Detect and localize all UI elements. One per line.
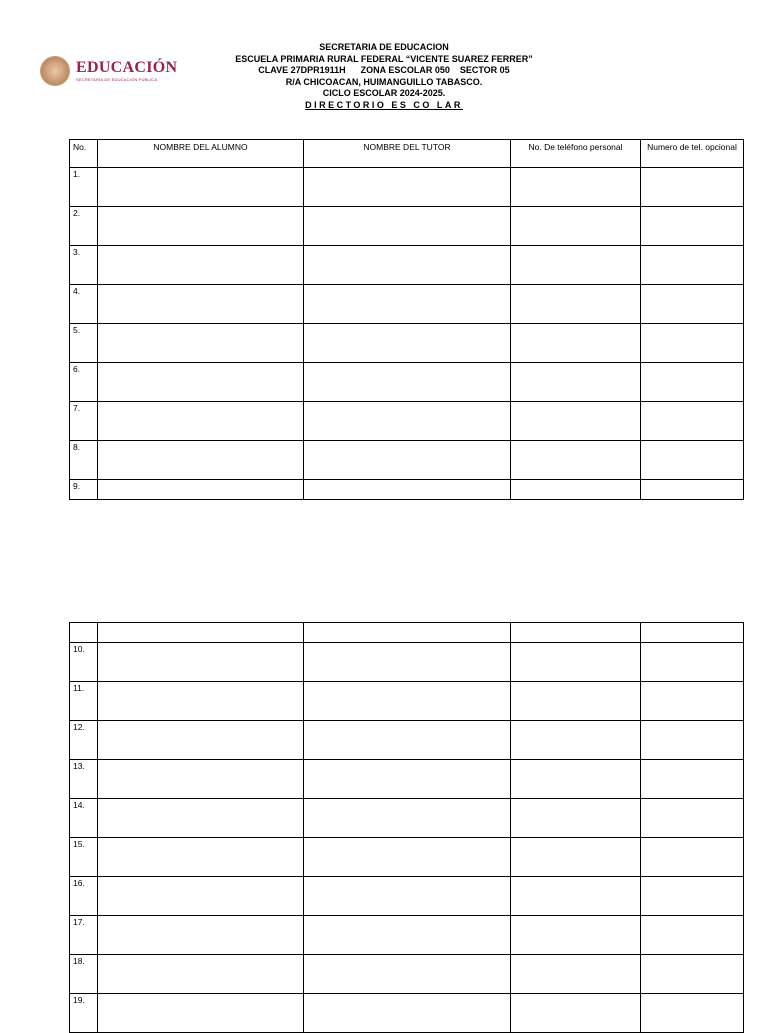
- student-name-cell[interactable]: [98, 285, 304, 324]
- tutor-name-cell[interactable]: [304, 760, 511, 799]
- table-row: [70, 994, 744, 1033]
- phone-cell[interactable]: [511, 838, 641, 877]
- tutor-name-cell[interactable]: [304, 324, 511, 363]
- table-row: [70, 402, 744, 441]
- logo-word: EDUCACIÓN: [76, 59, 178, 76]
- tutor-name-cell[interactable]: [304, 682, 511, 721]
- optional-phone-cell[interactable]: [641, 285, 744, 324]
- phone-cell[interactable]: [511, 441, 641, 480]
- student-name-cell[interactable]: [98, 246, 304, 285]
- table-row: [70, 285, 744, 324]
- tutor-name-cell[interactable]: [304, 363, 511, 402]
- tutor-name-cell[interactable]: [304, 955, 511, 994]
- row-number: 5.: [70, 324, 98, 363]
- table-row: [70, 207, 744, 246]
- phone-cell[interactable]: [511, 994, 641, 1033]
- header-line-4: R/A CHICOACAN, HUIMANGUILLO TABASCO.: [285, 76, 483, 87]
- tutor-name-cell[interactable]: [304, 246, 511, 285]
- table-row: [70, 838, 744, 877]
- student-name-cell[interactable]: [98, 441, 304, 480]
- document-header: [0, 42, 768, 112]
- table-row: [70, 168, 744, 207]
- column-header-student: NOMBRE DEL ALUMNO: [98, 140, 304, 168]
- optional-phone-cell[interactable]: [641, 207, 744, 246]
- student-name-cell[interactable]: [98, 760, 304, 799]
- optional-phone-cell[interactable]: [641, 363, 744, 402]
- table-row: [70, 441, 744, 480]
- row-number: 2.: [70, 207, 98, 246]
- table-cell: [304, 623, 511, 643]
- column-header-optional-phone: Numero de tel. opcional: [641, 140, 744, 168]
- table-row: [70, 955, 744, 994]
- header-line-1: SECRETARIA DE EDUCACION: [319, 42, 449, 52]
- table-cell: [98, 623, 304, 643]
- optional-phone-cell[interactable]: [641, 955, 744, 994]
- phone-cell[interactable]: [511, 799, 641, 838]
- student-name-cell[interactable]: [98, 402, 304, 441]
- table-row: [70, 643, 744, 682]
- table-row: [70, 877, 744, 916]
- tutor-name-cell[interactable]: [304, 721, 511, 760]
- student-name-cell[interactable]: [98, 643, 304, 682]
- header-line-5: CICLO ESCOLAR 2024-2025.: [322, 88, 446, 99]
- column-header-no: No.: [70, 140, 98, 168]
- row-number: 1.: [70, 168, 98, 207]
- optional-phone-cell[interactable]: [641, 480, 744, 500]
- student-name-cell[interactable]: [98, 682, 304, 721]
- phone-cell[interactable]: [511, 324, 641, 363]
- tutor-name-cell[interactable]: [304, 877, 511, 916]
- column-header-phone: No. De teléfono personal: [511, 140, 641, 168]
- table-row: [70, 799, 744, 838]
- table-row: [70, 480, 744, 500]
- phone-cell[interactable]: [511, 246, 641, 285]
- table-row: [70, 760, 744, 799]
- table-blank-row: [70, 623, 744, 643]
- tutor-name-cell[interactable]: [304, 799, 511, 838]
- header-line-3: CLAVE 27DPR1911H ZONA ESCOLAR 050 SECTOR 05: [258, 65, 510, 76]
- header-line-2: ESCUELA PRIMARIA RURAL FEDERAL “VICENTE SUAREZ FERRER”: [235, 53, 533, 64]
- table-row: [70, 363, 744, 402]
- row-number: 16.: [70, 877, 98, 916]
- phone-cell[interactable]: [511, 760, 641, 799]
- table-cell: [70, 623, 98, 643]
- directory-table-1: [69, 139, 744, 500]
- table-cell: [641, 623, 744, 643]
- optional-phone-cell[interactable]: [641, 643, 744, 682]
- document-title: DIRECTORIO ES CO LAR: [305, 99, 463, 110]
- row-number: 6.: [70, 363, 98, 402]
- table-header-row: [70, 140, 744, 168]
- student-name-cell[interactable]: [98, 721, 304, 760]
- optional-phone-cell[interactable]: [641, 402, 744, 441]
- optional-phone-cell[interactable]: [641, 721, 744, 760]
- student-name-cell[interactable]: [98, 916, 304, 955]
- table-row: [70, 246, 744, 285]
- tutor-name-cell[interactable]: [304, 285, 511, 324]
- optional-phone-cell[interactable]: [641, 441, 744, 480]
- tutor-name-cell[interactable]: [304, 994, 511, 1033]
- row-number: 11.: [70, 682, 98, 721]
- table-cell: [511, 623, 641, 643]
- optional-phone-cell[interactable]: [641, 799, 744, 838]
- optional-phone-cell[interactable]: [641, 324, 744, 363]
- row-number: 10.: [70, 643, 98, 682]
- phone-cell[interactable]: [511, 643, 641, 682]
- row-number: 12.: [70, 721, 98, 760]
- table-row: [70, 324, 744, 363]
- row-number: 17.: [70, 916, 98, 955]
- phone-cell[interactable]: [511, 168, 641, 207]
- column-header-tutor: NOMBRE DEL TUTOR: [304, 140, 511, 168]
- optional-phone-cell[interactable]: [641, 994, 744, 1033]
- phone-cell[interactable]: [511, 480, 641, 500]
- tutor-name-cell[interactable]: [304, 441, 511, 480]
- phone-cell[interactable]: [511, 955, 641, 994]
- phone-cell[interactable]: [511, 363, 641, 402]
- student-name-cell[interactable]: [98, 877, 304, 916]
- student-name-cell[interactable]: [98, 480, 304, 500]
- row-number: 15.: [70, 838, 98, 877]
- tutor-name-cell[interactable]: [304, 838, 511, 877]
- phone-cell[interactable]: [511, 285, 641, 324]
- student-name-cell[interactable]: [98, 838, 304, 877]
- tutor-name-cell[interactable]: [304, 643, 511, 682]
- optional-phone-cell[interactable]: [641, 916, 744, 955]
- phone-cell[interactable]: [511, 682, 641, 721]
- student-name-cell[interactable]: [98, 799, 304, 838]
- optional-phone-cell[interactable]: [641, 168, 744, 207]
- tutor-name-cell[interactable]: [304, 916, 511, 955]
- optional-phone-cell[interactable]: [641, 877, 744, 916]
- phone-cell[interactable]: [511, 721, 641, 760]
- optional-phone-cell[interactable]: [641, 682, 744, 721]
- row-number: 9.: [70, 480, 98, 500]
- student-name-cell[interactable]: [98, 168, 304, 207]
- tutor-name-cell[interactable]: [304, 207, 511, 246]
- tutor-name-cell[interactable]: [304, 480, 511, 500]
- optional-phone-cell[interactable]: [641, 760, 744, 799]
- row-number: 7.: [70, 402, 98, 441]
- directory-table-2: [69, 622, 744, 1033]
- table-row: [70, 682, 744, 721]
- phone-cell[interactable]: [511, 916, 641, 955]
- row-number: 18.: [70, 955, 98, 994]
- phone-cell[interactable]: [511, 402, 641, 441]
- row-number: 3.: [70, 246, 98, 285]
- student-name-cell[interactable]: [98, 207, 304, 246]
- phone-cell[interactable]: [511, 877, 641, 916]
- row-number: 4.: [70, 285, 98, 324]
- table-row: [70, 916, 744, 955]
- tutor-name-cell[interactable]: [304, 402, 511, 441]
- tutor-name-cell[interactable]: [304, 168, 511, 207]
- row-number: 13.: [70, 760, 98, 799]
- row-number: 14.: [70, 799, 98, 838]
- row-number: 19.: [70, 994, 98, 1033]
- row-number: 8.: [70, 441, 98, 480]
- student-name-cell[interactable]: [98, 994, 304, 1033]
- phone-cell[interactable]: [511, 207, 641, 246]
- optional-phone-cell[interactable]: [641, 246, 744, 285]
- table-row: [70, 721, 744, 760]
- student-name-cell[interactable]: [98, 363, 304, 402]
- student-name-cell[interactable]: [98, 955, 304, 994]
- logo-subtitle: SECRETARÍA DE EDUCACIÓN PÚBLICA: [76, 77, 158, 82]
- student-name-cell[interactable]: [98, 324, 304, 363]
- optional-phone-cell[interactable]: [641, 838, 744, 877]
